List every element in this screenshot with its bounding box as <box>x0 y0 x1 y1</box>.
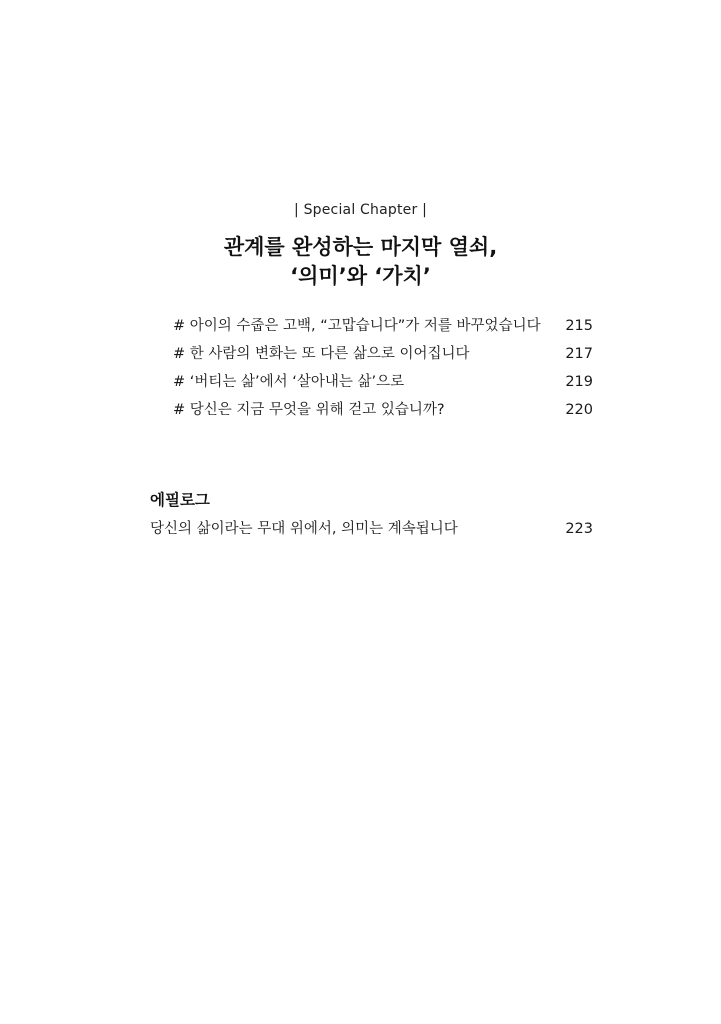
toc-entry-page: 220 <box>565 402 593 418</box>
chapter-title-line-2: ‘의미’와 ‘가치’ <box>290 264 431 288</box>
toc-entry[interactable] <box>173 343 593 365</box>
toc-entry-text: # 아이의 수줍은 고백, “고맙습니다”가 저를 바꾸었습니다 <box>173 318 541 334</box>
toc-entry-page: 219 <box>565 374 593 390</box>
toc-entry[interactable] <box>173 399 593 421</box>
toc-entry-page: 217 <box>565 346 593 362</box>
toc-entry-text: # 당신은 지금 무엇을 위해 걷고 있습니까? <box>173 402 445 418</box>
toc-entry-text: # ‘버티는 삶’에서 ‘살아내는 삶’으로 <box>173 374 405 390</box>
epilogue-entry-text: 당신의 삶이라는 무대 위에서, 의미는 계속됩니다 <box>150 521 458 537</box>
epilogue-entry-page: 223 <box>565 521 593 537</box>
section-label: | Special Chapter | <box>294 202 427 218</box>
toc-entry[interactable] <box>173 371 593 393</box>
chapter-title-line-1: 관계를 완성하는 마지막 열쇠, <box>223 235 498 259</box>
toc-entry-text: # 한 사람의 변화는 또 다른 삶으로 이어집니다 <box>173 346 470 362</box>
toc-entry[interactable] <box>173 315 593 337</box>
epilogue-heading: 에필로그 <box>150 491 210 509</box>
epilogue-entry[interactable] <box>150 518 593 540</box>
toc-entry-page: 215 <box>565 318 593 334</box>
